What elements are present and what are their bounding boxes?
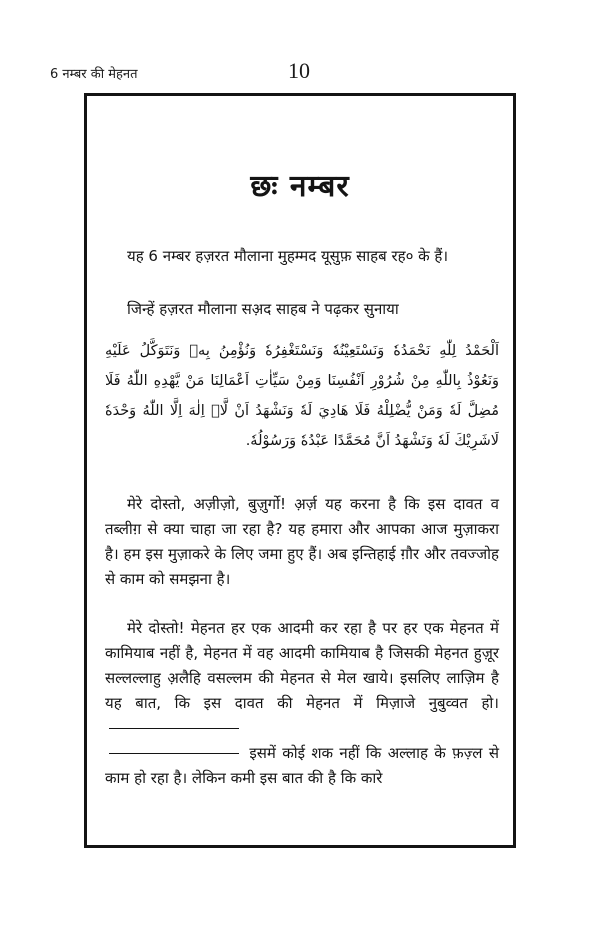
- paragraph-address: मेरे दोस्तो, अज़ीज़ो, बुज़ुर्गो! अ़र्ज़ यह करना है कि इस दावत व तब्लीग़ से क्या चाहा जा रहा है? यह हमारा और आपका आज मुज़ाकरा है। हम इस मुज़ाकरे के लिए जमा हुए हैं। अब इन्तिहाई ग़ौर और तवज्जोह से काम को समझना है।: [105, 495, 499, 588]
- dash-rule: [109, 728, 239, 729]
- paragraph-grace: [105, 741, 499, 791]
- paragraph-effort: [105, 616, 499, 741]
- paragraph-intro: यह 6 नम्बर हज़रत मौलाना मुहम्मद यूसुफ़ साहब रह० के हैं।: [127, 247, 449, 265]
- page-number: 10: [288, 58, 310, 83]
- running-header-title: 6 नम्बर की मेहनत: [50, 67, 138, 82]
- arabic-khutba: اَلْحَمْدُ لِلّٰهِ نَحْمَدُهٗ وَنَسْتَعِيْنُهٗ وَنَسْتَغْفِرُهٗ وَنُؤْمِنُ بِهٖ وَنَتَوَكَّلُ عَلَيْهِ وَنَعُوْذُ بِاللّٰهِ مِنْ شُرُوْرِ اَنْفُسِنَا وَمِنْ سَيِّاٰتِ اَعْمَالِنَا مَنْ يَّهْدِهِ اللّٰهُ فَلَا مُضِلَّ لَهٗ وَمَنْ يُّضْلِلْهُ فَلَا هَادِيَ لَهٗ وَنَشْهَدُ اَنْ لَّاۤ اِلٰهَ اِلَّا اللّٰهُ وَحْدَهٗ لَاشَرِيْكَ لَهٗ وَنَشْهَدُ اَنَّ مُحَمَّدًا عَبْدُهٗ وَرَسُوْلُهٗ.: [105, 343, 499, 449]
- dash-rule-leading: [109, 753, 239, 754]
- paragraph-effort-text: मेरे दोस्तो! मेहनत हर एक आदमी कर रहा है पर हर एक मेहनत में कामियाब नहीं है, मेहनत में वह आदमी कामियाब है जिसकी मेहनत हुज़ूर सल्लल्लाहु अ़लैहि वसल्लम की मेहनत से मेल खाये। इसलिए लाज़िम है यह बात, कि इस दावत की मेहनत में मिज़ाजे नुबुव्वत हो।: [105, 619, 499, 712]
- page-frame: [84, 93, 516, 848]
- paragraph-reader-note: जिन्हें हज़रत मौलाना सअ़द साहब ने पढ़कर सुनाया: [127, 300, 399, 318]
- page-body: [87, 96, 513, 845]
- chapter-title: छः नम्बर: [250, 169, 350, 204]
- paragraph-grace-text: इसमें कोई शक नहीं कि अल्लाह के फ़ज़्ल से काम हो रहा है। लेकिन कमी इस बात की है कि कारे: [105, 744, 499, 787]
